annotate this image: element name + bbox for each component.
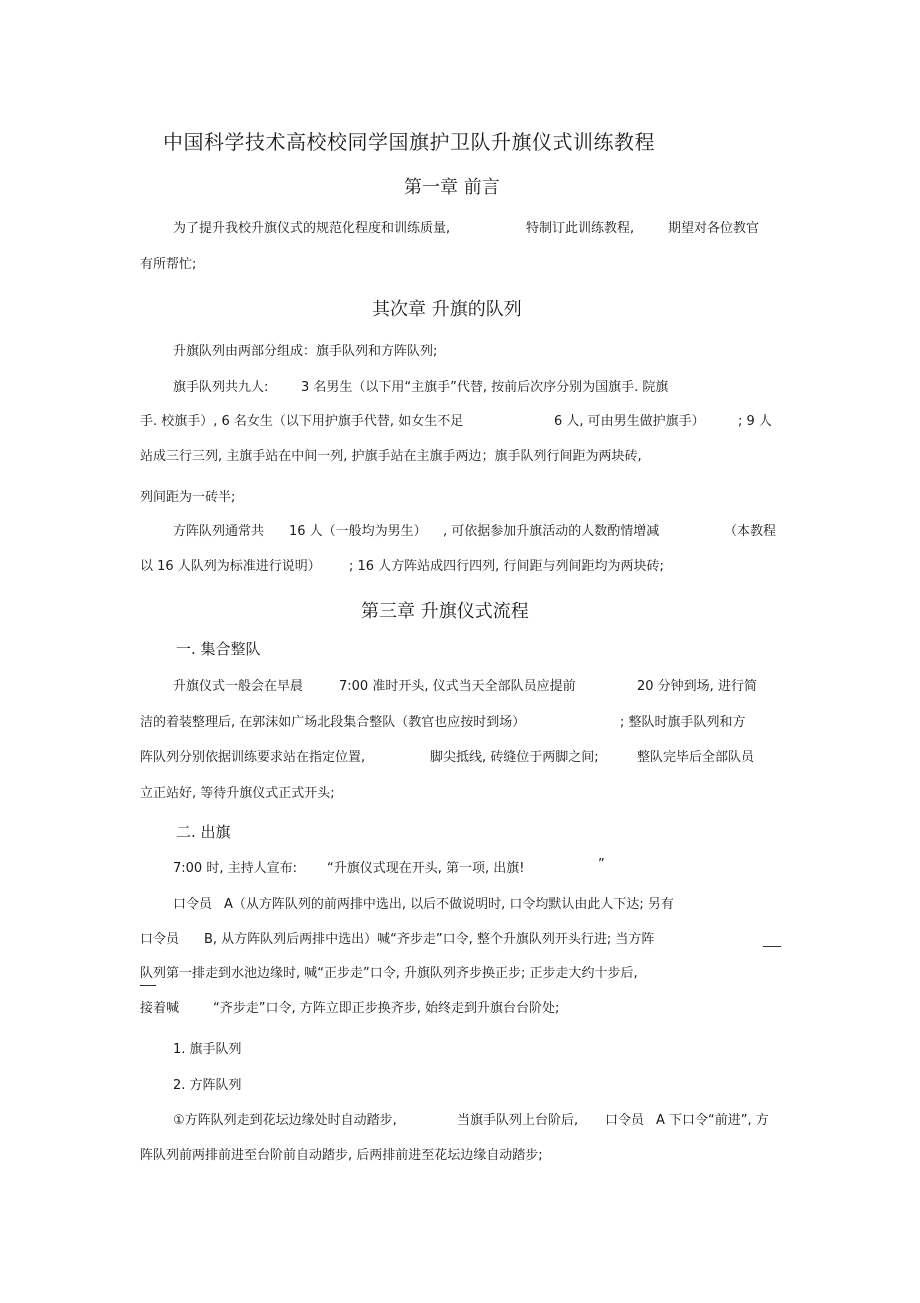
document-title: 中国科学技术高校校同学国旗护卫队升旗仪式训练教程 (163, 130, 655, 154)
ch1-para-line1-c: 期望对各位教官 (668, 221, 760, 236)
s2-line1-b: “升旗仪式现在开头, 第一项, 出旗! (327, 861, 525, 876)
margin-dash-right (763, 946, 781, 947)
c1-line2: 阵队列前两排前进至台阶前自动踏步, 后两排前进至花坛边缘自动踏步; (140, 1148, 543, 1163)
ch2-para2-line4: 列间距为一砖半; (140, 490, 236, 505)
ch2-para2-line2-c: ; 9 人 (738, 414, 772, 429)
ch2-para1: 升旗队列由两部分组成：旗手队列和方阵队列; (173, 344, 438, 359)
s2-line2-a: 口令员 (173, 897, 213, 912)
ch2-para3-line2-a: 以 16 人队列为标准进行说明） (140, 559, 321, 574)
s2-line5-a: 接着喊 (140, 1001, 180, 1016)
c1-line1-d: A 下口令“前进”, 方 (656, 1113, 769, 1128)
s2-line3-b: B, 从方阵队列后两排中选出）喊“齐步走”口令, 整个升旗队列开头行进; 当方阵 (204, 932, 655, 947)
chapter-1-title: 第一章 前言 (404, 177, 500, 198)
chapter-2-title: 其次章 升旗的队列 (372, 299, 522, 320)
ch2-para3-line1-b: 16 人（一般均为男生） (289, 524, 427, 539)
ch1-para-line1-a: 为了提升我校升旗仪式的规范化程度和训练质量, (173, 221, 451, 236)
s1-line1-b: 7:00 准时开头, 仪式当天全部队员应提前 (339, 679, 576, 694)
c1-line1-b: 当旗手队列上台阶后, (457, 1113, 579, 1128)
section-2-heading: 二. 出旗 (176, 823, 231, 841)
c1-line1-c: 口令员 (605, 1113, 645, 1128)
ch1-para-line2: 有所帮忙; (140, 257, 197, 272)
ch2-para3-line1-c: , 可依据参加升旗活动的人数酌情增减 (443, 524, 660, 539)
section-1-heading: 一. 集合整队 (176, 640, 261, 658)
s2-line1-a: 7:00 时, 主持人宣布: (173, 861, 297, 876)
s2-line2-b: A（从方阵队列的前两排中选出, 以后不做说明时, 口令均默认由此人下达; 另有 (224, 897, 674, 912)
s1-line2-a: 洁的着装整理后, 在郭沫如广场北段集合整队（教官也应按时到场） (140, 715, 526, 730)
ch2-para3-line1-d: （本教程 (724, 524, 777, 539)
s1-line4: 立正站好, 等待升旗仪式正式开头; (140, 786, 335, 801)
c1-line1-a: ①方阵队列走到花坛边缘处时自动踏步, (173, 1113, 397, 1128)
ch2-para2-line3: 站成三行三列, 主旗手站在中间一列, 护旗手站在主旗手两边；旗手队列行间距为两块砖, (140, 449, 642, 464)
margin-dash-left (140, 985, 156, 986)
s1-line3-b: 脚尖抵线, 砖缝位于两脚之间; (430, 750, 599, 765)
s2-line3-a: 口令员 (140, 932, 180, 947)
list-item-1: 1. 旗手队列 (173, 1042, 242, 1057)
s1-line2-b: ; 整队时旗手队列和方 (620, 715, 746, 730)
ch2-para3-line1-a: 方阵队列通常共 (173, 524, 265, 539)
ch2-para2-line1-b: 3 名男生（以下用“主旗手”代替, 按前后次序分别为国旗手. 院旗 (301, 380, 669, 395)
ch2-para2-line2-a: 手. 校旗手）, 6 名女生（以下用护旗手代替, 如女生不足 (140, 414, 464, 429)
ch2-para3-line2-b: ; 16 人方阵站成四行四列, 行间距与列间距均为两块砖; (349, 559, 664, 574)
s2-line5-b: “齐步走”口令, 方阵立即正步换齐步, 始终走到升旗台台阶处; (213, 1001, 560, 1016)
ch1-para-line1-b: 特制订此训练教程, (526, 221, 635, 236)
s1-line1-c: 20 分钟到场, 进行简 (637, 679, 757, 694)
s2-line1-c: ” (598, 857, 605, 872)
s2-line4: 队列第一排走到水池边缘时, 喊“正步走”口令, 升旗队列齐步换正步; 正步走大约十步后, (140, 966, 638, 981)
s1-line3-a: 阵队列分别依据训练要求站在指定位置, (140, 750, 366, 765)
s1-line3-c: 整队完毕后全部队员 (637, 750, 755, 765)
chapter-3-title: 第三章 升旗仪式流程 (361, 601, 529, 622)
ch2-para2-line2-b: 6 人, 可由男生做护旗手） (554, 414, 705, 429)
s1-line1-a: 升旗仪式一般会在早晨 (173, 679, 304, 694)
list-item-2: 2. 方阵队列 (173, 1078, 242, 1093)
ch2-para2-line1-a: 旗手队列共九人: (173, 380, 269, 395)
